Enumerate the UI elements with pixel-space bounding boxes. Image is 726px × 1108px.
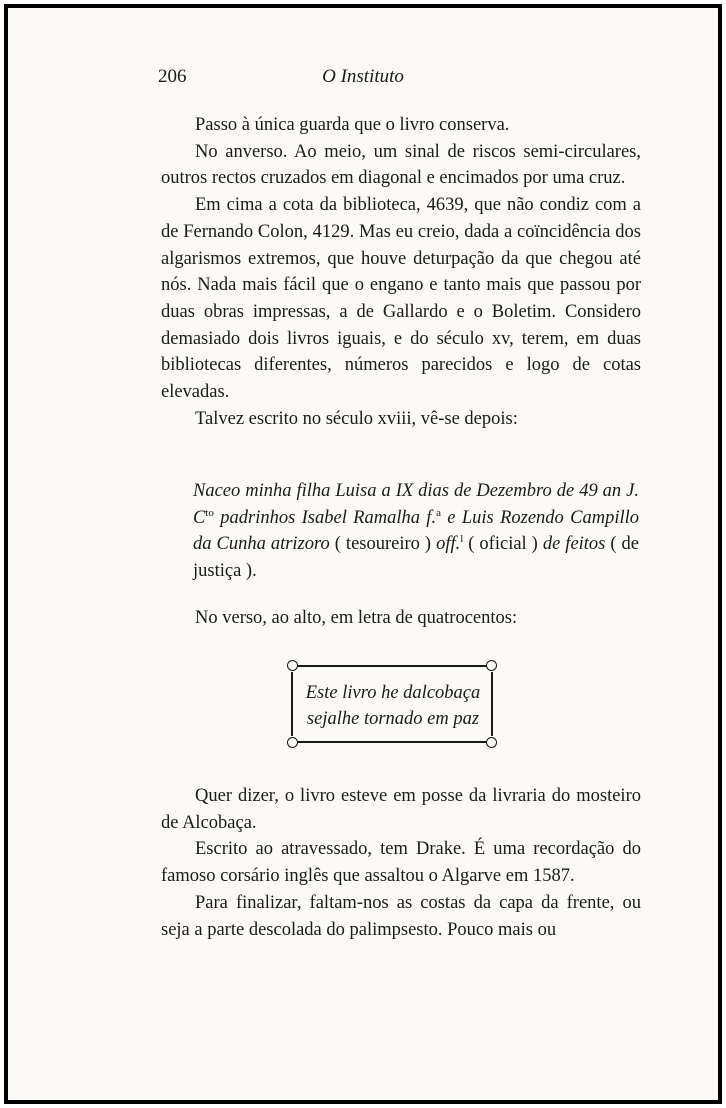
frame-right-rule — [491, 672, 493, 736]
inscription-line: Este livro he dalcobaça — [305, 683, 481, 703]
paragraph: Para finalizar, faltam-nos as costas da capa da frente, ou seja a parte descolada do palimpsesto. Pouco mais ou — [161, 892, 641, 940]
quote-superscript: a — [436, 506, 441, 519]
text-block-verso — [161, 605, 641, 632]
paragraph: Em cima a cota da biblioteca, 4639, que não condiz com a de Fernando Colon, 4129. Mas eu creio, dada a coïncidência dos algarismos extremos, que houve deturpação da que chegou até nós. Nada mais fácil que o engano e tanto mais que passou por duas obras impressas, a de Gallardo e o Boletim. Considero demasiado dois livros iguais, e do século xv, terem, em duas bibliotecas diferentes, números parecidos e logo de cotas elevadas. — [161, 195, 641, 403]
inscription-text — [303, 680, 483, 732]
quote-text: de feitos — [542, 534, 606, 555]
corner-ring-icon — [486, 660, 497, 671]
paragraph: No anverso. Ao meio, um sinal de riscos semi-circulares, outros rectos cruzados em diagonal e encimados por uma cruz. — [161, 141, 641, 189]
birth-record-quote — [193, 478, 639, 585]
quote-gloss: ( tesoureiro ) — [329, 534, 437, 555]
paragraph: Escrito ao atravessado, tem Drake. É uma recordação do famoso corsário inglês que assaltou o Algarve em 1587. — [161, 839, 641, 887]
paragraph: Quer dizer, o livro esteve em posse da livraria do mosteiro de Alcobaça. — [161, 786, 641, 833]
quote-gloss: ( oficial ) — [463, 534, 543, 555]
quote-gloss: ( de justiça ). — [193, 534, 640, 582]
frame-bottom-rule — [297, 741, 487, 743]
quote-superscript: l — [460, 533, 464, 546]
paragraph: Talvez escrito no século xviii, vê-se depois: — [195, 408, 518, 429]
paragraph: No verso, ao alto, em letra de quatrocentos: — [195, 608, 518, 628]
text-block-top — [161, 112, 641, 432]
corner-ring-icon — [287, 660, 298, 671]
paragraph: Passo à única guarda que o livro conserva. — [195, 115, 510, 135]
frame-left-rule — [291, 672, 293, 736]
quote-text: padrinhos Isabel Ramalha f. — [213, 507, 437, 528]
running-title: O Instituto — [322, 66, 404, 87]
inscription-line: sejalhe tornado em paz — [306, 709, 480, 729]
corner-ring-icon — [486, 737, 497, 748]
corner-ring-icon — [287, 737, 298, 748]
page-header — [0, 66, 726, 94]
text-block-bottom — [161, 783, 641, 943]
inscription-frame — [287, 660, 497, 748]
quote-text: off. — [436, 534, 461, 555]
quote-text: Naceo minha filha Luisa a IX dias de Dezembro de 49 an J. C — [193, 481, 639, 528]
quote-superscript: to — [205, 506, 214, 519]
quote-text: e Luis Rozendo Campillo da Cunha atrizoro — [193, 507, 639, 555]
frame-top-rule — [297, 665, 487, 667]
page-number: 206 — [158, 66, 187, 87]
